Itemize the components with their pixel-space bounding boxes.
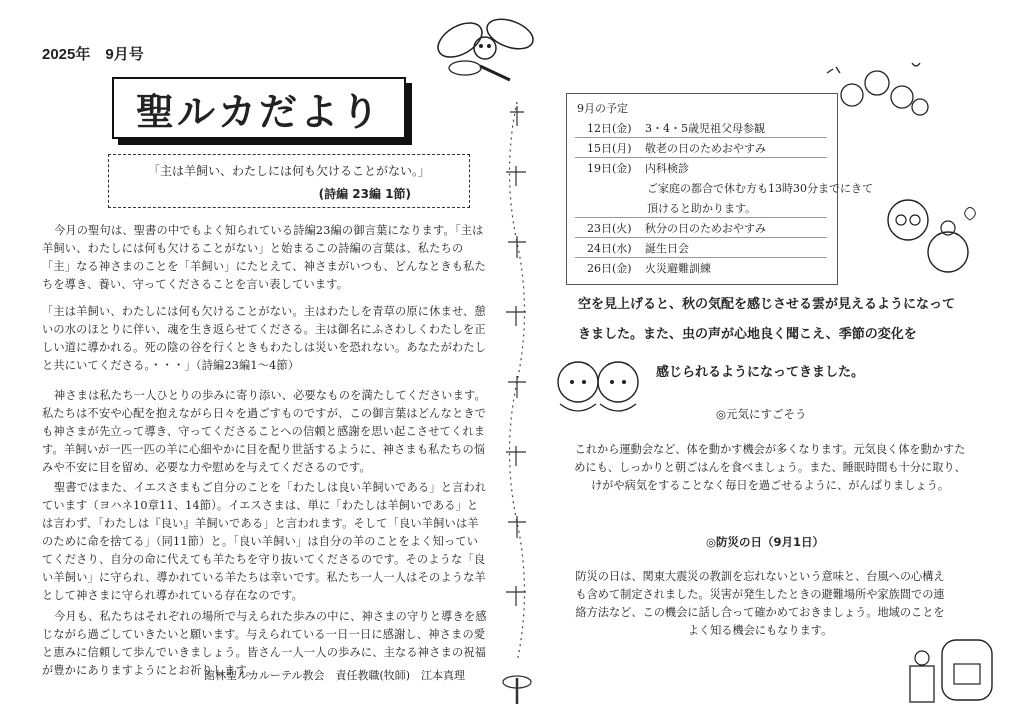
kids-illustration bbox=[548, 352, 648, 418]
newsletter-title: 聖ルカだより bbox=[135, 89, 382, 134]
newsletter-title-box bbox=[112, 77, 406, 139]
autumn-text-line-1: 空を見上げると、秋の気配を感じさせる雲が見えるようになって bbox=[578, 297, 956, 312]
health-heading: ◎元気にすごそう bbox=[716, 407, 807, 421]
emergency-kit-illustration bbox=[902, 630, 1002, 710]
schedule-heading: 9月の予定 bbox=[577, 102, 628, 115]
dragonfly-illustration bbox=[430, 10, 540, 90]
signature: 館林聖ルカルーテル教会 責任教職(牧師) 江本真理 bbox=[204, 669, 466, 682]
schedule-row: 15日(月) 敬老の日のためおやすみ bbox=[587, 142, 766, 155]
schedule-box bbox=[566, 93, 873, 285]
issue-label: 2025年 9月号 bbox=[42, 46, 144, 63]
autumn-text-line-2: きました。また、虫の声が心地良く聞こえ、季節の変化を bbox=[578, 327, 917, 342]
message-paragraph-4: 聖書ではまた、イエスさまもご自分のことを「わたしは良い羊飼いである」と言われています（ヨハネ10章11、14節）。イエスさまは、単に「わたしは羊飼いである」とは言わず、「わたしは『良い』羊飼いである」と言われます。そして「良い羊飼いは羊のために命を捨てる」（同11節）と。「良い羊飼い」は自分の羊のことをよく知っていてくださり、自分の命に代えても羊たちを守り抜いてくださるのです。そのような「良い羊飼い」に守られ、導かれている羊たちは幸いです。私たち一人一人はそのような羊として神さまに守られ導かれている存在なのです。 bbox=[42, 481, 487, 602]
schedule-row: 26日(金) 火災避難訓練 bbox=[587, 262, 711, 275]
schedule-row: 12日(金) 3・4・5歳児祖父母参観 bbox=[587, 122, 765, 135]
grandparents-illustration bbox=[868, 190, 988, 280]
message-paragraph-1: 今月の聖句は、聖書の中でもよく知られている詩編23編の御言葉になります。「主は羊飼い、わたしには何も欠けることがない」と始まるこの詩編の言葉は、私たちの「主」なる神さまのことを「羊飼い」にたとえて、神さまがいつも、どんなときも私たちを導き、養い、守ってくださることを言い表しています。 bbox=[42, 224, 486, 291]
schedule-note-line-2: 頂けると助かります。 bbox=[647, 202, 757, 215]
health-text: これから運動会など、体を動かす機会が多くなります。元気良く体を動かすためにも、しっかりと朝ごはんを食べましょう。また、睡眠時間も十分に取り、けがや病気をすることなく毎日を過ごせるように、がんばりましょう。 bbox=[574, 443, 966, 492]
children-illustration bbox=[822, 55, 932, 125]
schedule-row: 19日(金) 内科検診 bbox=[587, 162, 689, 175]
scripture-reference: (詩編 23編 1節) bbox=[318, 187, 411, 201]
autumn-text-line-3: 感じられるようになってきました。 bbox=[656, 365, 865, 380]
scripture-quote: 「主は羊飼い、わたしには何も欠けることがない。」 bbox=[147, 164, 430, 178]
schedule-row: 23日(火) 秋分の日のためおやすみ bbox=[587, 222, 766, 235]
message-paragraph-3: 神さまは私たち一人ひとりの歩みに寄り添い、必要なものを満たしてくださいます。私たちは不安や心配を抱えながら日々を過ごすものですが、この御言葉はどんなときでも神さまが先立って導き、守ってくださることへの信頼と感謝を思い起こさせてくれます。羊飼いが一匹一匹の羊に心細やかに目を配り世話するように、神さまも私たちの悩みや不安に目を留め、必要な力や慰めを与えてくださるのです。 bbox=[42, 389, 487, 474]
message-paragraph-2: 「主は羊飼い、わたしには何も欠けることがない。主はわたしを青草の原に休ませ、憩いの水のほとりに伴い、魂を生き返らせてくださる。主は御名にふさわしくわたしを正しい道に導かれる。死の陰の谷を行くときもわたしは災いを恐れない。あなたがわたしと共にいてくださる。・・・」（詩編23編1～4節） bbox=[42, 305, 487, 372]
dragonfly-divider-decoration bbox=[492, 92, 542, 712]
disaster-heading: ◎防災の日（9月1日） bbox=[706, 535, 825, 549]
scripture-quote-box bbox=[108, 154, 470, 208]
schedule-note-line-1: ご家庭の都合で休む方も13時30分までにきて bbox=[647, 182, 873, 195]
message-paragraph-5: 今月も、私たちはそれぞれの場所で与えられた歩みの中に、神さまの守りと導きを感じながら過ごしていきたいと願います。与えられている一日一日に感謝し、神さまの愛と恵みに信頼して歩んでいきましょう。皆さん一人一人の歩みに、主なる神さまの祝福が豊かにありますようにとお祈りします。 bbox=[42, 610, 487, 677]
schedule-row: 24日(水) 誕生日会 bbox=[587, 242, 689, 255]
disaster-text: 防災の日は、関東大震災の教訓を忘れないという意味と、台風への心構えも含めて制定されました。災害が発生したときの避難場所や家族間での連絡方法など、この機会に話し合って確かめておきましょう。地域のことをよく知る機会にもなります。 bbox=[575, 570, 945, 637]
